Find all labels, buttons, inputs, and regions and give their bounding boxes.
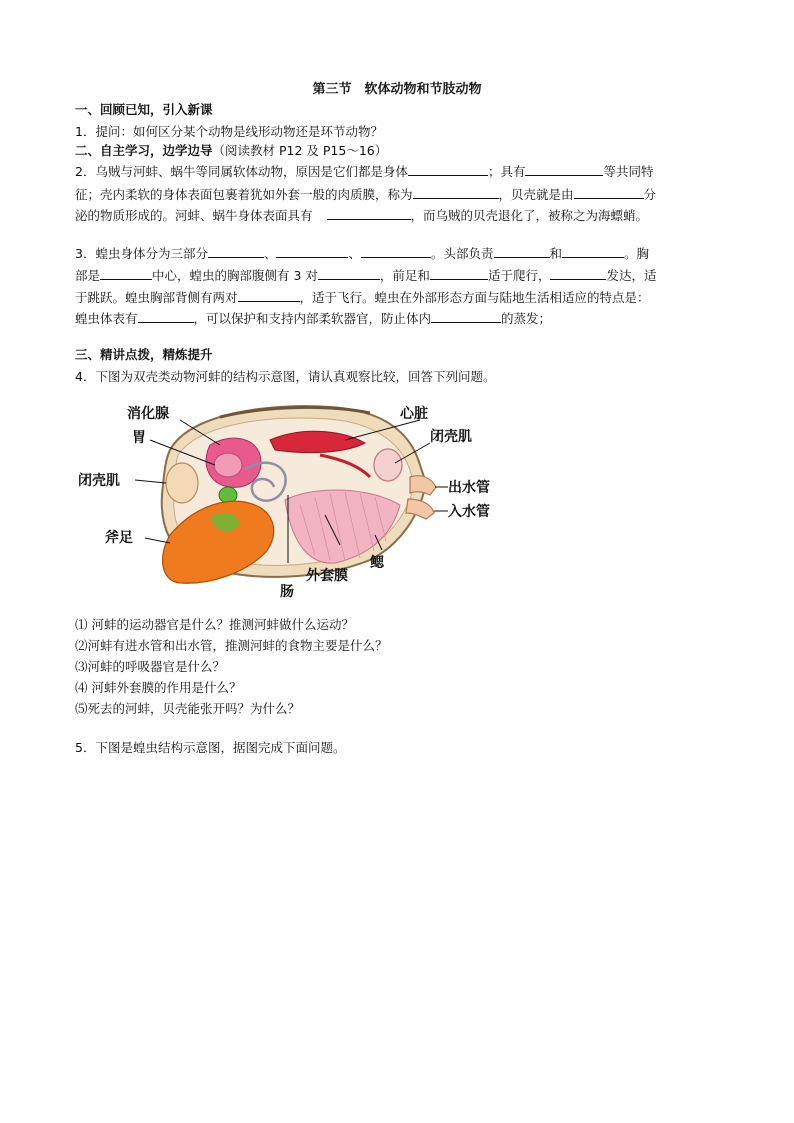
q2-text: ，而乌贼的贝壳退化了，被称之为海螵蛸。 — [410, 208, 649, 223]
label-mantle: 外套膜 — [306, 568, 348, 584]
q3-text: 蝗虫体表有 — [75, 311, 138, 326]
q2-text: ；具有 — [487, 164, 526, 179]
fill-blank[interactable] — [318, 267, 380, 280]
fill-blank[interactable] — [525, 163, 603, 176]
q3-text: 的蒸发； — [501, 311, 552, 326]
fill-blank[interactable] — [562, 245, 624, 258]
question-3-line-1 — [75, 244, 725, 262]
q3-text: 。胸 — [624, 246, 650, 261]
q3-text: 和 — [549, 246, 563, 261]
q3-text: 中心，蝗虫的胸部腹侧有 3 对 — [152, 268, 318, 283]
question-3-line-4 — [75, 309, 725, 327]
section-1-heading: 一、回顾已知，引入新课 — [75, 102, 213, 117]
q3-text: 、 — [348, 246, 361, 261]
sub-question-4: ⑷ 河蚌外套膜的作用是什么？ — [75, 680, 242, 695]
question-2-line-1 — [75, 162, 725, 180]
question-5: 5．下图是蝗虫结构示意图，据图完成下面问题。 — [75, 740, 346, 755]
q2-text: ，贝壳就是由 — [498, 187, 574, 202]
question-4: 4．下图为双壳类动物河蚌的结构示意图，请认真观察比较，回答下列问题。 — [75, 369, 496, 384]
clam-structure-diagram — [70, 395, 510, 600]
label-incurrent-siphon: 入水管 — [448, 504, 490, 520]
fill-blank[interactable] — [100, 267, 152, 280]
fill-blank[interactable] — [550, 267, 606, 280]
q3-text: ，前足和 — [379, 268, 430, 283]
page-title: 第三节 软体动物和节肢动物 — [312, 82, 482, 97]
fill-blank[interactable] — [430, 267, 488, 280]
label-adductor-left: 闭壳肌 — [78, 473, 120, 489]
label-heart: 心脏 — [400, 406, 428, 422]
fill-blank[interactable] — [408, 163, 488, 176]
fill-blank[interactable] — [327, 207, 411, 220]
question-2-line-2 — [75, 185, 725, 203]
label-foot: 斧足 — [105, 530, 133, 546]
question-3-line-2 — [75, 266, 725, 284]
q3-text: ，适于飞行。蝗虫在外部形态方面与陆地生活相适应的特点是： — [299, 290, 650, 305]
q2-text: 等共同特 — [603, 164, 654, 179]
label-adductor-right: 闭壳肌 — [430, 429, 472, 445]
sub-question-1: ⑴ 河蚌的运动器官是什么？推测河蚌做什么运动？ — [75, 617, 354, 632]
fill-blank[interactable] — [276, 245, 348, 258]
anterior-adductor — [166, 463, 198, 503]
label-excurrent-siphon: 出水管 — [448, 480, 490, 496]
question-3-line-3 — [75, 288, 725, 306]
excurrent-siphon — [410, 476, 436, 495]
fill-blank[interactable] — [413, 186, 499, 199]
sub-question-3: ⑶河蚌的呼吸器官是什么？ — [75, 659, 226, 674]
section-2-note: （阅读教材 P12 及 P15～16） — [212, 143, 388, 158]
q3-text: 于跳跃。蝗虫胸部背侧有两对 — [75, 290, 238, 305]
q3-text: 3．蝗虫身体分为三部分 — [75, 246, 208, 261]
fill-blank[interactable] — [431, 310, 501, 323]
fill-blank[interactable] — [138, 310, 194, 323]
question-1: 1．提问：如何区分某个动物是线形动物还是环节动物？ — [75, 124, 383, 139]
q2-text: 分 — [643, 187, 657, 202]
q2-text: 泌的物质形成的。河蚌、蜗牛身体表面具有 — [75, 208, 313, 223]
sub-question-2: ⑵河蚌有进水管和出水管，推测河蚌的食物主要是什么？ — [75, 638, 388, 653]
q3-text: 适于爬行， — [487, 268, 551, 283]
section-3-heading: 三、精讲点拨，精炼提升 — [75, 347, 213, 362]
label-intestine: 肠 — [280, 584, 294, 600]
q2-text: 征；壳内柔软的身体表面包裹着犹如外套一般的肉质膜，称为 — [75, 187, 413, 202]
q3-text: 发达，适 — [606, 268, 657, 283]
section-2-title: 二、自主学习，边学边导 — [75, 143, 213, 158]
q2-text: 2．乌贼与河蚌、蜗牛等同属软体动物，原因是它们都是身体 — [75, 164, 408, 179]
stomach — [214, 453, 242, 477]
sub-question-5: ⑸死去的河蚌，贝壳能张开吗？为什么？ — [75, 701, 301, 716]
fill-blank[interactable] — [238, 289, 300, 302]
question-2-line-3 — [75, 206, 725, 224]
posterior-adductor — [374, 449, 402, 481]
q3-text: 部是 — [75, 268, 101, 283]
fill-blank[interactable] — [208, 245, 264, 258]
label-stomach: 胃 — [132, 430, 146, 446]
fill-blank[interactable] — [361, 245, 431, 258]
q3-text: ，可以保护和支持内部柔软器官，防止体内 — [193, 311, 432, 326]
q3-text: 。头部负责 — [431, 246, 494, 261]
label-digestive-gland: 消化腺 — [127, 406, 169, 422]
fill-blank[interactable] — [574, 186, 644, 199]
q3-text: 、 — [263, 246, 277, 261]
section-2-heading — [75, 141, 725, 159]
fill-blank[interactable] — [494, 245, 550, 258]
label-gill: 鳃 — [370, 555, 384, 571]
